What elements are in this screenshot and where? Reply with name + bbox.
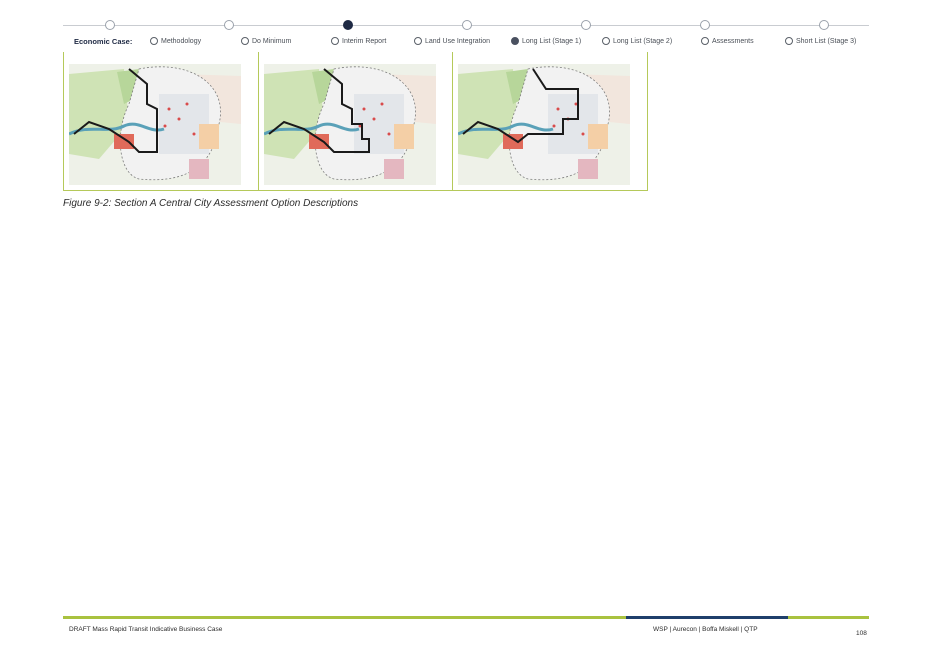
nav-label: Assessments <box>712 37 754 45</box>
footer-document-title: DRAFT Mass Rapid Transit Indicative Business Case <box>69 626 223 633</box>
progress-node-current[interactable] <box>343 20 353 30</box>
nav-item-long-list-stage-1[interactable] <box>511 37 581 45</box>
progress-node[interactable] <box>224 20 234 30</box>
radio-icon <box>414 37 422 45</box>
radio-icon <box>785 37 793 45</box>
progress-node[interactable] <box>700 20 710 30</box>
radio-icon <box>331 37 339 45</box>
nav-item-short-list-stage-3[interactable] <box>785 37 856 45</box>
nav-label: Methodology <box>161 37 202 45</box>
economic-case-title: Economic Case: <box>74 37 133 46</box>
nav-label: Interim Report <box>342 37 387 45</box>
nav-label: Do Minimum <box>252 37 292 45</box>
nav-label: Short List (Stage 3) <box>796 37 857 45</box>
radio-icon <box>701 37 709 45</box>
nav-item-interim-report[interactable] <box>331 37 386 45</box>
footer-authors: WSP | Aurecon | Boffa Miskell | QTP <box>653 626 758 633</box>
central-city-map-option-3 <box>458 64 630 185</box>
figure-cell-option-2 <box>259 52 454 190</box>
progress-node[interactable] <box>581 20 591 30</box>
nav-label: Long List (Stage 1) <box>522 37 582 45</box>
nav-item-land-use-integration[interactable] <box>414 37 490 45</box>
page-number: 108 <box>856 630 867 637</box>
radio-icon <box>241 37 249 45</box>
progress-node[interactable] <box>105 20 115 30</box>
nav-item-do-minimum[interactable] <box>241 37 291 45</box>
progress-node[interactable] <box>819 20 829 30</box>
nav-item-methodology[interactable] <box>150 37 201 45</box>
nav-label: Long List (Stage 2) <box>613 37 673 45</box>
figure-table <box>63 52 648 191</box>
nav-label: Land Use Integration <box>425 37 490 45</box>
figure-cell-option-3 <box>453 52 647 190</box>
nav-item-long-list-stage-2[interactable] <box>602 37 672 45</box>
progress-node[interactable] <box>462 20 472 30</box>
footer-rule <box>63 616 869 619</box>
central-city-map-option-1 <box>69 64 241 185</box>
figure-caption: Figure 9-2: Section A Central City Assessment Option Descriptions <box>63 198 359 209</box>
nav-item-assessments[interactable] <box>701 37 754 45</box>
radio-icon <box>602 37 610 45</box>
radio-selected-icon <box>511 37 519 45</box>
figure-cell-option-1 <box>64 52 259 190</box>
radio-icon <box>150 37 158 45</box>
central-city-map-option-2 <box>264 64 436 185</box>
